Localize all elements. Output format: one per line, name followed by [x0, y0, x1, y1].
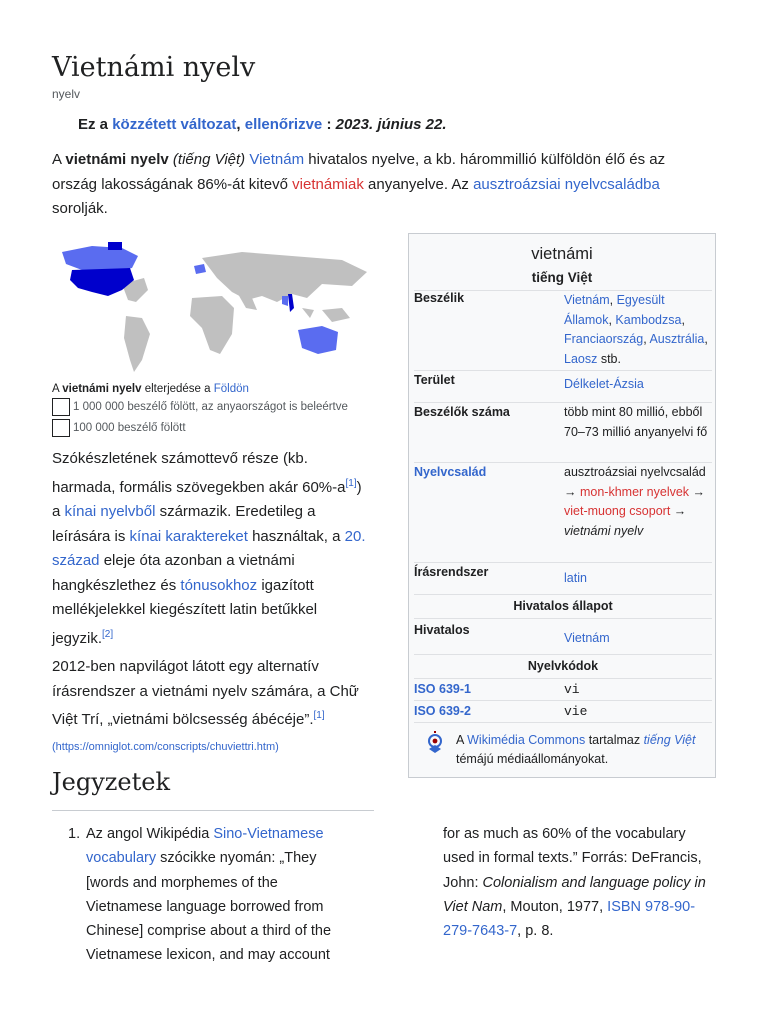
revision-notice: Ez a közzétett változat, ellenőrizve : 2023. június 22. — [78, 116, 447, 133]
legend-item-primary: 1 000 000 beszélő fölött, az anyaországot is beleértve — [52, 398, 348, 416]
link-laos[interactable]: Laosz — [564, 351, 598, 366]
omniglot-link[interactable]: (https://omniglot.com/conscripts/chuviettri.htm) — [52, 740, 279, 753]
legend-item-secondary: 100 000 beszélő fölött — [52, 419, 186, 437]
vocabulary-paragraph: Szókészletének számottevő része (kb. harmada, formális szövegekben akár 60%-a[1]) a kínai nyelvből származik. Eredetileg a leírására is kínai karaktereket használtak, a 20. század eleje óta azonban a vietnámi hangkészlethez és tónusokhoz igazított mellékjelekkel kiegészített latin betűkkel jegyzik.[2] — [52, 450, 366, 647]
note-text-col2: for as much as 60% of the vocabulary used in formal texts.” Forrás: DeFrancis, John: Colonialism and language policy in Viet Nam, Mouton, 1977, ISBN 978-90-279-7643-7, p. 8. — [443, 826, 706, 940]
land-mass — [122, 252, 367, 372]
page-title: Vietnámi nyelv — [52, 52, 256, 83]
link-southeast-asia[interactable]: Délkelet-Ázsia — [564, 377, 644, 391]
infobox-title: vietnámi — [531, 245, 593, 263]
page-subtitle: nyelv — [52, 87, 81, 101]
infobox-row-iso1: ISO 639-1 vi — [414, 678, 712, 701]
infobox-row-official: Hivatalos Vietnám — [414, 618, 712, 655]
note-number: 1. — [68, 826, 81, 842]
intro-paragraph: A vietnámi nyelv (tiếng Việt) Vietnám hivatalos nyelve, a kb. hárommillió külföldön élő és az ország lakosságának 86%-át kitevő vietnámiak anyanyelve. Az ausztroázsiai nyelvcsaládba sorolják. — [52, 151, 666, 217]
link-chinese-characters[interactable]: kínai karaktereket — [129, 527, 248, 545]
canada-region — [108, 242, 122, 250]
link-cambodia[interactable]: Kambodzsa — [615, 312, 682, 327]
infobox-section-official: Hivatalos állapot — [414, 594, 712, 619]
link-viet-muong[interactable]: viet-muong csoport — [564, 504, 671, 518]
france-region — [194, 264, 206, 274]
usa-region — [70, 268, 134, 296]
link-language-family[interactable]: Nyelvcsalád — [414, 465, 487, 479]
link-20th-century[interactable]: 20. század — [52, 527, 366, 569]
heading-divider — [52, 810, 374, 811]
infobox-row-family: Nyelvcsalád ausztroázsiai nyelvcsalád → mon-khmer nyelvek → viet-muong csoport → vietnámi nyelv — [414, 462, 712, 563]
infobox-row-script: Írásrendszer latin — [414, 562, 712, 595]
language-infobox: vietnámi tiếng Việt Beszélik Vietnám, Egyesült Államok, Kambodzsa, Franciaország, Ausztrália, Laosz stb. Terület Délkelet-Ázsia Beszélők száma több mint 80 millió, ebből 70–73 millió anyanyelvi fő Nyelvcsalád ausztroázsiai nyelvcsalád → mon-khmer nyelvek → viet-muong csoport → vietnámi nyelv Írásrendszer latin Hivatalos állapot Hivatalos Vietnám Nyelvkódok ISO 639-1 vi ISO 639-2 vie A Wikimédia Commons tartalmaz tiếng Việt témájú médiaállományokat. — [408, 233, 716, 778]
vietnam-region — [288, 294, 294, 312]
link-australia[interactable]: Ausztrália — [649, 332, 705, 346]
legend-swatch — [52, 419, 70, 437]
revision-date: 2023. június 22. — [335, 116, 447, 133]
published-version-link[interactable]: közzétett változat — [112, 116, 237, 133]
infobox-native-name: tiếng Việt — [531, 270, 593, 285]
link-earth[interactable]: Földön — [213, 383, 249, 395]
link-vietnam[interactable]: Vietnám — [564, 293, 610, 307]
infobox-divider — [414, 722, 712, 723]
notes-heading: Jegyzetek — [52, 768, 170, 796]
link-iso-639-2[interactable]: ISO 639-2 — [414, 704, 471, 718]
infobox-row-iso2: ISO 639-2 vie — [414, 700, 712, 723]
reference-1[interactable]: [1] — [313, 710, 325, 721]
wikimedia-commons-icon[interactable] — [424, 731, 446, 753]
map-caption: A vietnámi nyelv elterjedése a Földön — [52, 383, 249, 395]
link-iso-639-1[interactable]: ISO 639-1 — [414, 682, 471, 696]
commons-link[interactable]: Wikimédia Commons — [467, 733, 586, 747]
commons-category-link[interactable]: tiếng Việt — [643, 733, 696, 747]
link-language-family[interactable]: ausztroázsiai nyelvcsaládba — [473, 175, 660, 193]
infobox-row-region: Terület Délkelet-Ázsia — [414, 370, 712, 403]
link-france[interactable]: Franciaország — [564, 332, 644, 346]
world-distribution-map[interactable] — [52, 238, 374, 378]
infobox-row-speakers: Beszélők száma több mint 80 millió, ebből 70–73 millió anyanyelvi fő — [414, 402, 712, 463]
link-latin[interactable]: latin — [564, 571, 587, 585]
reference-1[interactable]: [1] — [345, 477, 357, 489]
legend-swatch — [52, 398, 70, 416]
link-vietnamiak[interactable]: vietnámiak — [292, 175, 364, 193]
infobox-row-spoken: Beszélik Vietnám, Egyesült Államok, Kambodzsa, Franciaország, Ausztrália, Laosz stb. — [414, 290, 712, 371]
note-text-col1: Az angol Wikipédia Sino-Vietnamese vocabulary szócikke nyomán: „They [words and morphemes of the Vietnamese language borrowed from Chinese] comprise about a third of the Vietnamese lexicon, and may account — [86, 826, 332, 964]
infobox-section-codes: Nyelvkódok — [414, 654, 712, 679]
link-chinese-language[interactable]: kínai nyelvből — [64, 503, 156, 520]
link-tones[interactable]: tónusokhoz — [180, 576, 258, 594]
australia-region — [298, 326, 338, 354]
link-vietnam[interactable]: Vietnám — [564, 631, 610, 645]
reviewed-link[interactable]: ellenőrizve — [244, 116, 323, 133]
cambodia-laos-region — [282, 296, 288, 306]
link-sino-vietnamese[interactable]: Sino-Vietnamese vocabulary — [86, 826, 324, 867]
alphabet-paragraph: 2012-ben napvilágot látott egy alternatív írásrendszer a vietnámi nyelv számára, a Chữ Việt Trí, „vietnámi bölcsesség ábécéje”.[1] (https://omniglot.com/conscripts/chuviettri.htm) — [52, 658, 359, 753]
isbn-link[interactable]: ISBN 978-90-279-7643-7 — [443, 898, 696, 940]
reference-2[interactable]: [2] — [102, 628, 114, 640]
link-vietnam[interactable]: Vietnám — [249, 151, 305, 168]
link-usa[interactable]: Egyesült Államok — [564, 293, 665, 327]
usa-canada-region — [62, 246, 138, 272]
link-mon-khmer[interactable]: mon-khmer nyelvek — [579, 484, 690, 499]
